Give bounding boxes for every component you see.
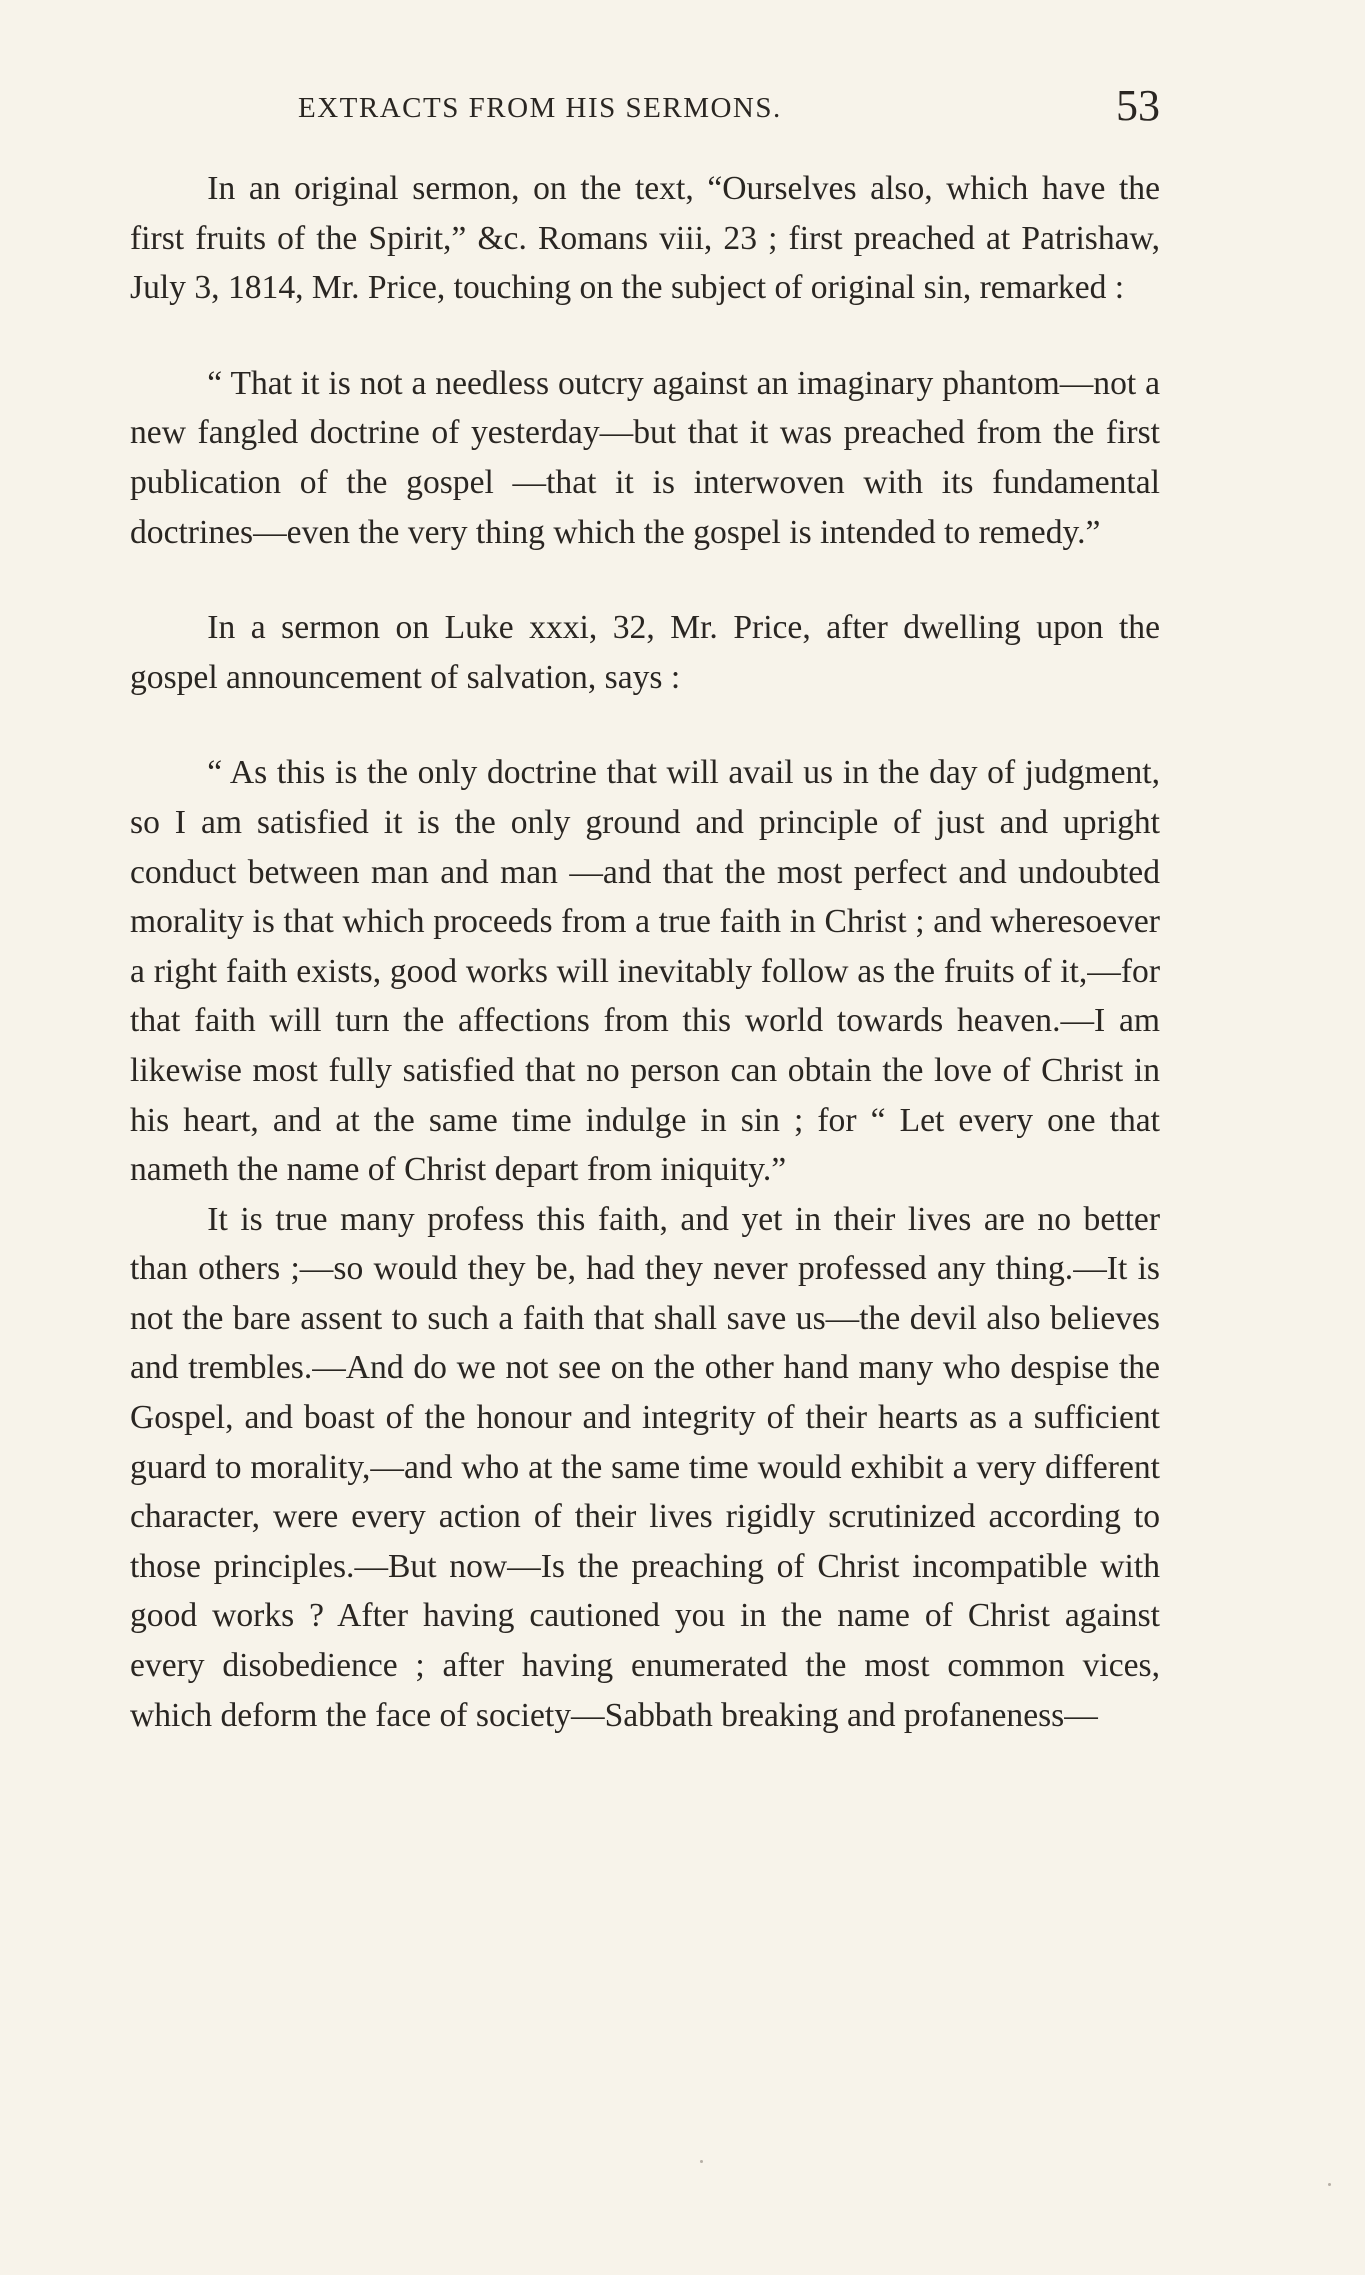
paragraph-sermon-intro: In an original sermon, on the text, “Ourselves also, which have the first fruits of the Spirit,” &c. Romans viii, 23 ; first preached at Patrishaw, July 3, 1814, Mr. Price, touching on the subject of original sin, remarked : <box>130 170 1160 307</box>
running-title: EXTRACTS FROM HIS SERMONS. <box>298 92 782 124</box>
running-head <box>130 80 1160 140</box>
body-text <box>130 164 1160 1740</box>
paragraph-original-sin-quote: “ That it is not a needless outcry against an imaginary phantom—not a new fangled doctrine of yesterday—but that it was preached from the first publication of the gospel —that it is interwoven with its fundamental doctrines—even the very thing which the gospel is intended to remedy.” <box>130 364 1160 551</box>
paragraph-doctrine-quote: “ As this is the only doctrine that will avail us in the day of judgment, so I am satisfied it is the only ground and principle of just and upright conduct between man and man —and that the most perfect and undoubted morality is that which proceeds from a true faith in Christ ; and wheresoever a right faith exists, good works will inevitably follow as the fruits of it,—for that faith will turn the affections from this world towards heaven.—I am likewise most fully satisfied that no person can obtain the love of Christ in his heart, and at the same time indulge in sin ; for “ Let every one that nameth the name of Christ depart from iniquity.” <box>130 754 1160 1189</box>
page-number: 53 <box>1116 81 1160 130</box>
paragraph-faith-continuation: It is true many profess this faith, and yet in their lives are no better than others ;—so would they be, had they never professed any thing.—It is not the bare assent to such a faith that shall save us—the devil also believes and trembles.—And do we not see on the other hand many who despise the Gospel, and boast of the honour and integrity of their hearts as a sufficient guard to morality,—and who at the same time would exhibit a very different character, were every action of their lives rigidly scrutinized according to those principles.—But now—Is the preaching of Christ incompatible with good works ? After having cautioned you in the name of Christ against every disobedience ; after having enumerated the most common vices, which deform the face of society—Sabbath breaking and profaneness— <box>130 1200 1160 1734</box>
paragraph-luke-sermon-intro: In a sermon on Luke xxxi, 32, Mr. Price, after dwelling upon the gospel announcement of salvation, says : <box>130 609 1160 696</box>
paper-speck <box>1328 2183 1331 2186</box>
paper-speck <box>700 2160 703 2163</box>
